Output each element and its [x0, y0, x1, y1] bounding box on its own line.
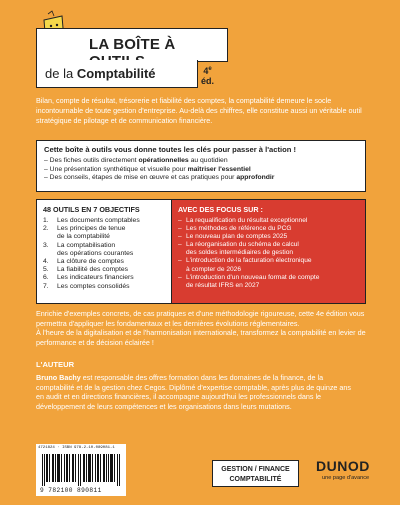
- focus-item: – L'introduction d'un nouveau format de compte de résultat IFRS en 2027: [178, 273, 320, 289]
- intro-paragraph: Bilan, compte de résultat, trésorerie et fiabilité des comptes, la comptabilité demeure le socle incontournable de toute gestion d'entreprise. Au-delà des chiffres, elle constitue aussi un véritable outil stratégique de pilotage et de communication financière.: [36, 96, 362, 125]
- edition-badge: [201, 64, 214, 86]
- isbn-line: 4721824 · ISBN 978-2-10-089081-1: [38, 446, 115, 450]
- publisher-tagline: une page d'avance: [322, 475, 370, 481]
- objective-item: 6. Les indicateurs financiers: [43, 274, 134, 282]
- keys-box: [36, 140, 366, 192]
- barcode: [36, 444, 126, 496]
- objective-item: 3. La comptabilisation des opérations courantes: [43, 241, 134, 257]
- objective-item: 7. Les comptes consolidés: [43, 282, 130, 290]
- keys-title: Cette boîte à outils vous donne toutes les clés pour passer à l'action !: [44, 145, 297, 154]
- objective-item: 4. La clôture de comptes: [43, 258, 124, 266]
- focus-item: – La réorganisation du schéma de calcul des soldes intermédiaires de gestion: [178, 241, 299, 257]
- edition-sup: e: [208, 66, 212, 72]
- book-subtitle: [45, 66, 156, 81]
- focus-item: – L'introduction de la facturation électronique à compter de 2026: [178, 257, 312, 273]
- objectives-box: [36, 199, 172, 304]
- keys-item: – Des conseils, étapes de mise en œuvre et cas pratiques pour approfondir: [44, 174, 365, 183]
- subtitle-bold: Comptabilité: [76, 66, 156, 81]
- focus-item: – La requalification du résultat exceptionnel: [178, 217, 308, 224]
- category-line1: GESTION / FINANCE: [221, 466, 290, 473]
- objective-item: 2. Les principes de tenue de la comptabilité: [43, 225, 126, 241]
- author-bio: [36, 373, 356, 411]
- author-name: Bruno Bachy: [36, 373, 81, 382]
- title-box: [36, 28, 228, 62]
- enrich-p2: À l'heure de la digitalisation et de l'harmonisation internationale, transformez la comptabilité en levier de performance et de décision éclairée !: [36, 328, 366, 347]
- subtitle-prefix: de la: [45, 66, 77, 81]
- focus-item: – Le nouveau plan de comptes 2025: [178, 233, 288, 241]
- enrich-paragraph: [36, 309, 366, 347]
- author-heading: L'AUTEUR: [36, 360, 75, 369]
- objectives-title: 48 OUTILS EN 7 OBJECTIFS: [43, 205, 140, 214]
- edition-label: éd.: [201, 76, 215, 86]
- enrich-p1: Enrichie d'exemples concrets, de cas pratiques et d'une méthodologie rigoureuse, cette 4e édition vous permettra d'appliquer les fondamentaux et les dernières évolutions réglementaires.: [36, 309, 365, 328]
- author-bio-text: est responsable des offres formation dans les domaines de la finance, de la comptabilité et de la gestion chez Cegos. Diplômé d'expertise comptable, après plus de quinze ans en audit et en directions financières, il accompagne aujourd'hui les professionnels dans le développement de leurs compétences et les organisations dans leurs mutations.: [36, 373, 352, 411]
- focus-box: [171, 199, 366, 304]
- book-title: LA BOÎTE À: [89, 36, 176, 53]
- barcode-bars-icon: [42, 454, 120, 486]
- edition-number: 4: [203, 66, 209, 76]
- keys-item: – Une présentation synthétique et visuelle pour maîtriser l'essentiel: [44, 166, 365, 175]
- subtitle-box: [36, 60, 198, 88]
- publisher-logo: DUNOD: [316, 458, 370, 474]
- objective-item: 5. La fiabilité des comptes: [43, 266, 129, 274]
- focus-list: [172, 217, 365, 290]
- objectives-list: [37, 217, 171, 291]
- keys-item: – Des fiches outils directement opérationnelles au quotidien: [44, 157, 365, 166]
- focus-item: – Les méthodes de référence du PCG: [178, 225, 292, 233]
- objective-item: 1. Les documents comptables: [43, 217, 140, 224]
- focus-title: AVEC DES FOCUS SUR :: [178, 205, 263, 214]
- category-box: [212, 460, 299, 487]
- barcode-number: 9 782100 890811: [40, 487, 102, 494]
- keys-list: [37, 157, 365, 183]
- category-line2: COMPTABILITÉ: [229, 475, 282, 483]
